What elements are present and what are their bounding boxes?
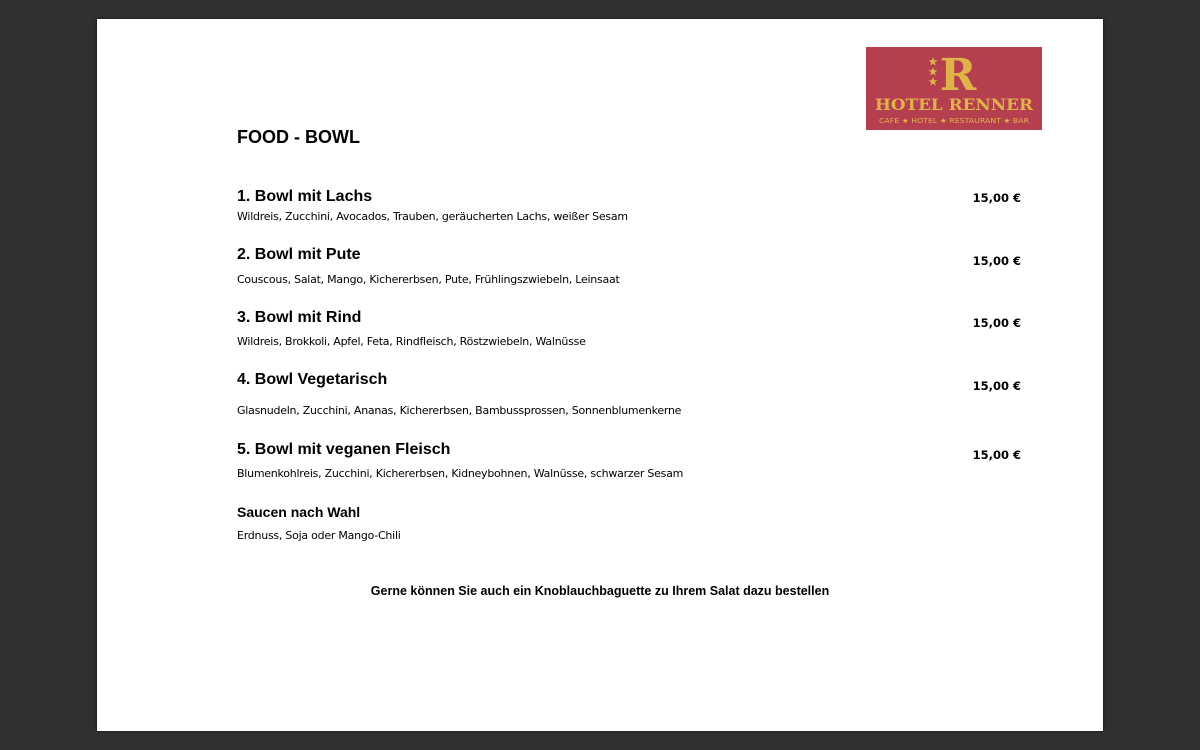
logo-hotel-name: HOTEL RENNER [875,95,1034,114]
menu-item-description: Wildreis, Brokkoli, Apfel, Feta, Rindfleisch, Röstzwiebeln, Walnüsse [237,335,586,348]
menu-item-price: 15,00 € [972,379,1021,393]
menu-item-price: 15,00 € [972,191,1021,205]
hotel-renner-logo [866,47,1042,130]
sauces-title: Saucen nach Wahl [237,504,361,520]
menu-item-price: 15,00 € [972,316,1021,330]
menu-item-description: Blumenkohlreis, Zucchini, Kichererbsen, Kidneybohnen, Walnüsse, schwarzer Sesam [237,467,684,480]
logo-stars-icon [929,57,938,86]
document-page [97,19,1103,731]
menu-item-title: 3. Bowl mit Rind [237,309,362,326]
menu-item-price: 15,00 € [972,448,1021,462]
sauces-description: Erdnuss, Soja oder Mango-Chili [237,529,401,542]
menu-item-description: Glasnudeln, Zucchini, Ananas, Kichererbsen, Bambussprossen, Sonnenblumenkerne [237,404,682,417]
menu-item-description: Couscous, Salat, Mango, Kichererbsen, Pute, Frühlingszwiebeln, Leinsaat [237,273,620,286]
menu-item-price: 15,00 € [972,254,1021,268]
menu-item-title: 2. Bowl mit Pute [237,246,361,263]
menu-item-title: 1. Bowl mit Lachs [237,188,373,205]
logo-tagline: CAFE ★ HOTEL ★ RESTAURANT ★ BAR [879,117,1030,125]
logo-letter: R [939,50,977,101]
menu-item-title: 4. Bowl Vegetarisch [237,371,388,388]
menu-heading: FOOD - BOWL [237,127,360,147]
menu-item-title: 5. Bowl mit veganen Fleisch [237,441,451,458]
menu-item-description: Wildreis, Zucchini, Avocados, Trauben, geräucherten Lachs, weißer Sesam [237,210,628,223]
footer-note: Gerne können Sie auch ein Knoblauchbaguette zu Ihrem Salat dazu bestellen [370,584,830,598]
